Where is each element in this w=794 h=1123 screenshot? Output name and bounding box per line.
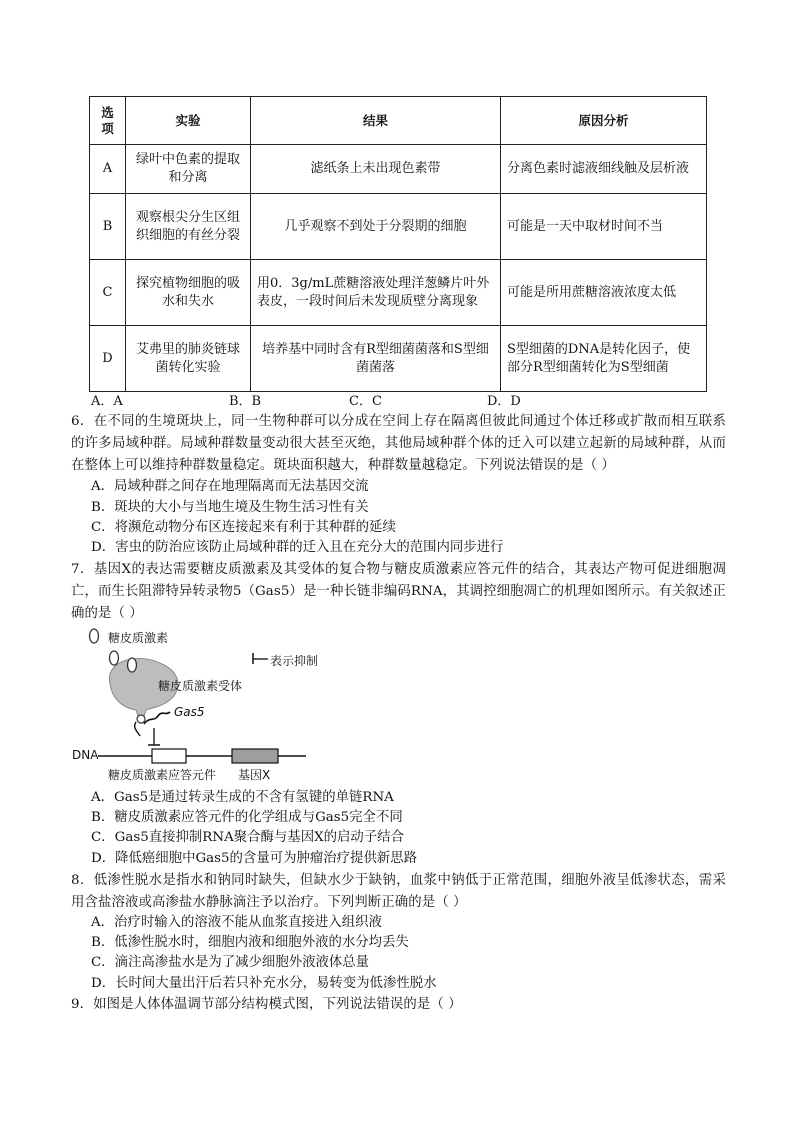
- label-gas5: Gas5: [174, 705, 205, 719]
- table-row: [90, 194, 707, 260]
- choice-d[interactable]: D．D: [487, 394, 521, 409]
- row-option: B: [90, 194, 126, 260]
- row-result: 几乎观察不到处于分裂期的细胞: [251, 194, 501, 260]
- row-reason: 可能是一天中取材时间不当: [501, 194, 707, 260]
- row-option: A: [90, 145, 126, 194]
- row-option: C: [90, 260, 126, 326]
- q7-stem: 7．基因X的表达需要糖皮质激素及其受体的复合物与糖皮质激素应答元件的结合，其表达产物可促进细胞凋亡，而生长阻滞特异转录物5（Gas5）是一种长链非编码RNA，其调控细胞凋亡的机理如图所示。有关叙述正确的是（ ）: [71, 562, 726, 621]
- choice-c[interactable]: C．C: [349, 394, 382, 409]
- row-reason: S型细菌的DNA是转化因子，使部分R型细菌转化为S型细菌: [501, 326, 707, 392]
- gas5-strand-icon: [144, 712, 170, 724]
- header-experiment: 实验: [126, 97, 251, 145]
- q6-option-d[interactable]: D．害虫的防治应该防止局域种群的迁入且在充分大的范围内同步进行: [91, 540, 504, 555]
- q7-option-c[interactable]: C．Gas5直接抑制RNA聚合酶与基因X的启动子结合: [91, 830, 404, 845]
- row-experiment: 观察根尖分生区组织细胞的有丝分裂: [126, 194, 251, 260]
- gene-x-box: [232, 749, 278, 763]
- gas5-mechanism-diagram: [70, 624, 390, 788]
- q7-option-a[interactable]: A．Gas5是通过转录生成的不含有氢键的单链RNA: [91, 790, 394, 805]
- q9-stem: 9．如图是人体体温调节部分结构模式图，下列说法错误的是（ ）: [71, 997, 462, 1012]
- table-row: [90, 260, 707, 326]
- row-option: D: [90, 326, 126, 392]
- row-experiment: 艾弗里的肺炎链球菌转化实验: [126, 326, 251, 392]
- header-reason: 原因分析: [501, 97, 707, 145]
- q7-option-d[interactable]: D．降低癌细胞中Gas5的含量可为肿瘤治疗提供新思路: [91, 851, 418, 866]
- row-reason: 可能是所用蔗糖溶液浓度太低: [501, 260, 707, 326]
- label-inhibit: 表示抑制: [270, 654, 319, 668]
- choice-b[interactable]: B．B: [229, 394, 262, 409]
- experiment-table: [89, 96, 707, 392]
- table-row: [90, 326, 707, 392]
- q6-stem: 6．在不同的生境斑块上，同一生物种群可以分成在空间上存在隔离但彼此间通过个体迁移或扩散而相互联系的许多局域种群。局域种群数量变动很大甚至灭绝，其他局域种群个体的迁入可以建立起新的局域种群，从而在整体上可以维持种群数量稳定。斑块面积越大，种群数量越稳定。下列说法错误的是（ ）: [71, 414, 726, 473]
- q8-option-c[interactable]: C．滴注高渗盐水是为了减少细胞外液液体总量: [91, 955, 370, 970]
- q8-option-b[interactable]: B．低渗性脱水时，细胞内液和细胞外液的水分均丢失: [91, 935, 409, 950]
- hormone-icon: [90, 629, 99, 643]
- label-receptor: 糖皮质激素受体: [158, 679, 243, 693]
- table-row: [90, 145, 707, 194]
- q6-option-a[interactable]: A．局域种群之间存在地理隔离而无法基因交流: [91, 479, 369, 494]
- gas5-tail-icon: [135, 722, 140, 736]
- choice-a[interactable]: A．A: [91, 394, 123, 409]
- diagram-graphic: [70, 624, 390, 788]
- row-result: 滤纸条上未出现色素带: [251, 145, 501, 194]
- row-experiment: 绿叶中色素的提取和分离: [126, 145, 251, 194]
- response-element-box: [152, 749, 186, 763]
- header-result: 结果: [251, 97, 501, 145]
- q7-option-b[interactable]: B．糖皮质激素应答元件的化学组成与Gas5完全不同: [91, 810, 403, 825]
- row-result: 培养基中同时含有R型细菌菌落和S型细菌菌落: [251, 326, 501, 392]
- header-option: 选 项: [90, 97, 126, 145]
- label-hormone: 糖皮质激素: [108, 631, 169, 645]
- label-response-element: 糖皮质激素应答元件: [108, 768, 217, 782]
- label-gene-x: 基因X: [238, 768, 271, 782]
- row-result: 用0．3g/mL蔗糖溶液处理洋葱鳞片叶外表皮，一段时间后未发现质壁分离现象: [251, 260, 501, 326]
- row-reason: 分离色素时滤液细线触及层析液: [501, 145, 707, 194]
- table-header-row: [90, 97, 707, 145]
- bound-hormone-icon: [128, 658, 137, 672]
- row-experiment: 探究植物细胞的吸水和失水: [126, 260, 251, 326]
- q8-option-d[interactable]: D．长时间大量出汗后若只补充水分，易转变为低渗性脱水: [91, 976, 437, 991]
- q8-option-a[interactable]: A．治疗时输入的溶液不能从血浆直接进入组织液: [91, 915, 382, 930]
- bound-hormone-icon: [110, 651, 119, 665]
- q6-option-b[interactable]: B．斑块的大小与当地生境及生物生活习性有关: [91, 500, 369, 515]
- q8-stem: 8．低渗性脱水是指水和钠同时缺失，但缺水少于缺钠，血浆中钠低于正常范围，细胞外液呈低渗状态，需采用含盐溶液或高渗盐水静脉滴注予以治疗。下列判断正确的是（ ）: [71, 873, 726, 910]
- q6-option-c[interactable]: C．将濒危动物分布区连接起来有利于其种群的延续: [91, 520, 396, 535]
- receptor-base-icon: [137, 715, 145, 723]
- label-dna: DNA: [72, 748, 99, 762]
